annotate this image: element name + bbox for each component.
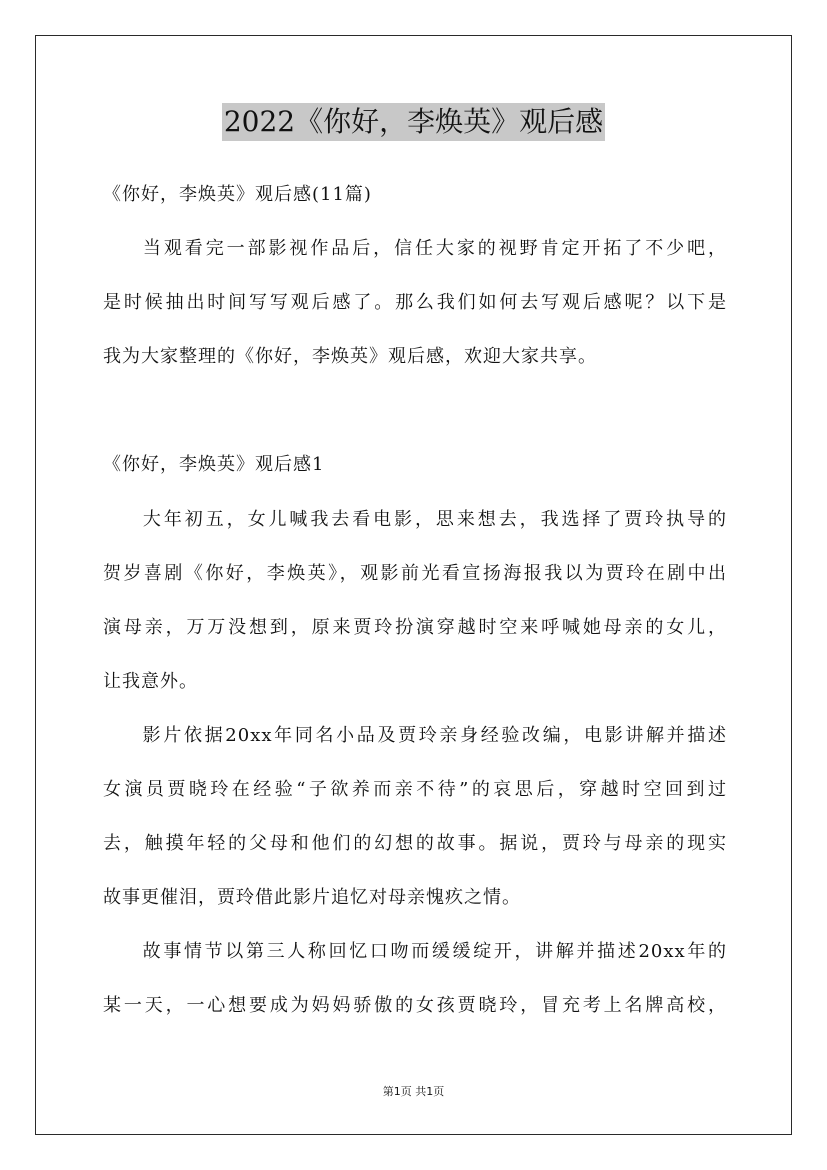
paragraph-line: 让我意外。: [103, 671, 198, 692]
paragraph-line: 去，触摸年轻的父母和他们的幻想的故事。据说，贾玲与母亲的现实: [103, 833, 727, 854]
paragraph-line: [103, 508, 727, 532]
intro-line: 我为大家整理的《你好，李焕英》观后感，欢迎大家共享。: [103, 346, 597, 367]
section-heading: 《你好，李焕英》观后感1: [103, 454, 325, 475]
paragraph-line: [103, 724, 727, 748]
intro-line: 是时候抽出时间写写观后感了。那么我们如何去写观后感呢？以下是: [103, 292, 727, 313]
intro-line-text: 当观看完一部影视作品后，信任大家的视野肯定开拓了不少吧，: [141, 238, 727, 259]
title-container: [0, 103, 827, 141]
paragraph-line-text: 故事情节以第三人称回忆口吻而缓缓绽开，讲解并描述20xx年的: [141, 941, 727, 962]
paragraph-line-text: 大年初五，女儿喊我去看电影，思来想去，我选择了贾玲执导的: [141, 509, 727, 530]
paragraph-line: [103, 940, 727, 964]
paragraph-line: 女演员贾晓玲在经验“子欲养而亲不待”的哀思后，穿越时空回到过: [103, 779, 727, 800]
intro-line: [103, 237, 727, 261]
paragraph-line: 某一天，一心想要成为妈妈骄傲的女孩贾晓玲，冒充考上名牌高校，: [103, 995, 727, 1016]
paragraph-line: 贺岁喜剧《你好，李焕英》，观影前光看宣扬海报我以为贾玲在剧中出: [103, 563, 727, 584]
paragraph-line: 演母亲，万万没想到，原来贾玲扮演穿越时空来呼喊她母亲的女儿，: [103, 617, 727, 638]
paragraph-line-text: 影片依据20xx年同名小品及贾玲亲身经验改编，电影讲解并描述: [141, 725, 727, 746]
page-footer: 第1页 共1页: [382, 1085, 445, 1098]
document-title: 2022《你好，李焕英》观后感: [222, 103, 605, 141]
document-subtitle: 《你好，李焕英》观后感(11篇): [103, 184, 372, 205]
paragraph-line: 故事更催泪，贾玲借此影片追忆对母亲愧疚之情。: [103, 887, 521, 908]
